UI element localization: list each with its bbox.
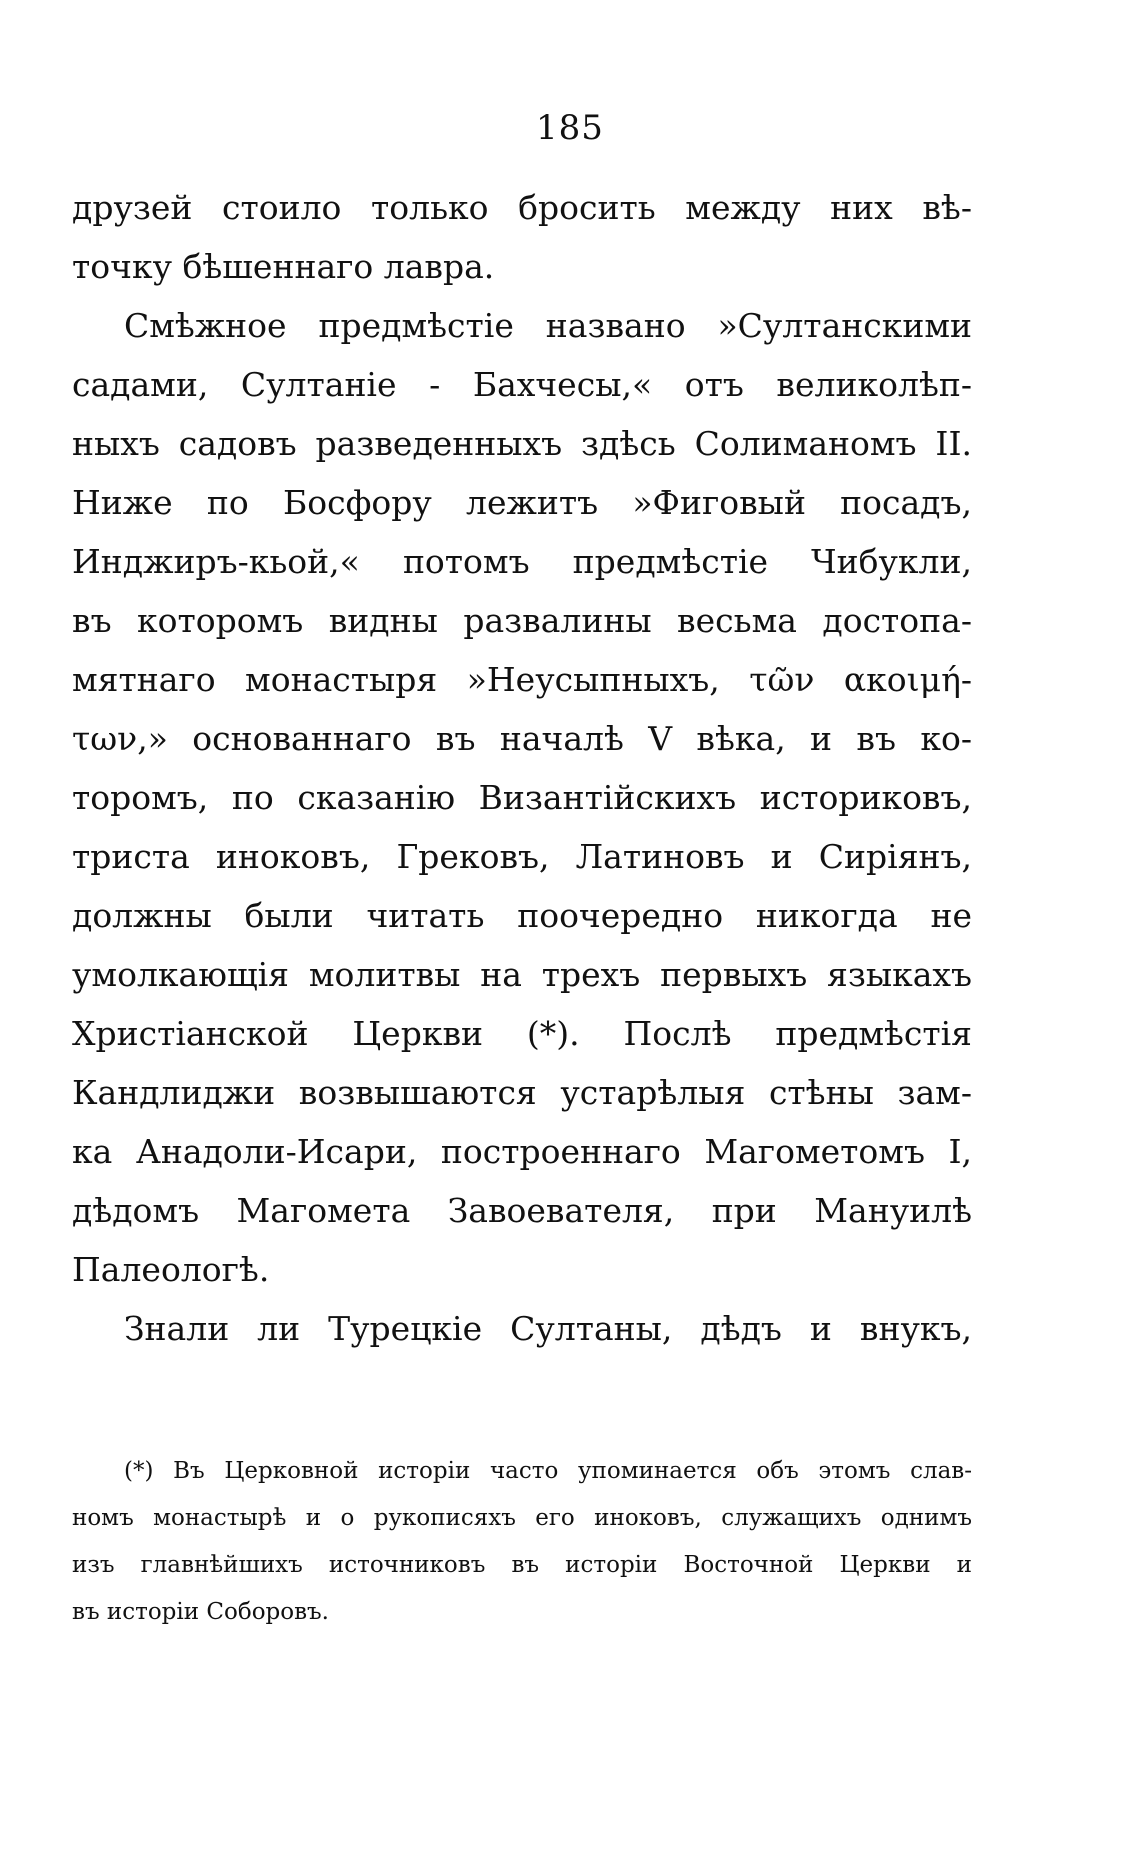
text-line: Знали ли Турецкіе Султаны, дѣдъ и внукъ, (124, 1309, 972, 1348)
text-line: должны были читать поочередно никогда не (72, 896, 972, 935)
main-text (72, 178, 972, 1358)
footnote-line: изъ главнѣйшихъ источниковъ въ исторіи Восточной Церкви и (72, 1552, 972, 1578)
text-line: триста иноковъ, Грековъ, Латиновъ и Сиріянъ, (72, 837, 972, 876)
text-line: торомъ, по сказанію Византійскихъ историковъ, (72, 778, 972, 817)
text-line: Инджиръ-кьой,« потомъ предмѣстіе Чибукли, (72, 542, 972, 581)
text-line: дѣдомъ Магомета Завоевателя, при Мануилѣ (72, 1191, 972, 1230)
page-number: 185 (536, 108, 604, 148)
footnote (72, 1448, 972, 1636)
text-line: мятнаго монастыря »Неусыпныхъ, τῶν ακοιμή- (72, 660, 972, 699)
text-line: ка Анадоли-Исари, построеннаго Магометомъ I, (72, 1132, 972, 1171)
text-line: Кандлиджи возвышаются устарѣлыя стѣны зам- (72, 1073, 972, 1112)
text-line: Ниже по Босфору лежитъ »Фиговый посадъ, (72, 483, 972, 522)
text-line: των,» основаннаго въ началѣ V вѣка, и въ ко- (72, 719, 972, 758)
text-line: Смѣжное предмѣстіе названо »Султанскими (124, 306, 972, 345)
text-line: Палеологѣ. (72, 1250, 270, 1289)
text-line: умолкающія молитвы на трехъ первыхъ языкахъ (72, 955, 972, 994)
text-line: садами, Султаніе - Бахчесы,« отъ великолѣп- (72, 365, 972, 404)
text-line: точку бѣшеннаго лавра. (72, 247, 495, 286)
footnote-line: номъ монастырѣ и о рукописяхъ его иноковъ, служащихъ однимъ (72, 1505, 972, 1531)
text-line: друзей стоило только бросить между них вѣ- (72, 188, 972, 227)
footnote-line: (*) Въ Церковной исторіи часто упоминается объ этомъ слав- (124, 1458, 972, 1484)
text-line: въ которомъ видны развалины весьма достопа- (72, 601, 972, 640)
text-line: ныхъ садовъ разведенныхъ здѣсь Солиманомъ II. (72, 424, 972, 463)
text-line: Христіанской Церкви (*). Послѣ предмѣстія (72, 1014, 972, 1053)
footnote-line: въ исторіи Соборовъ. (72, 1599, 329, 1625)
